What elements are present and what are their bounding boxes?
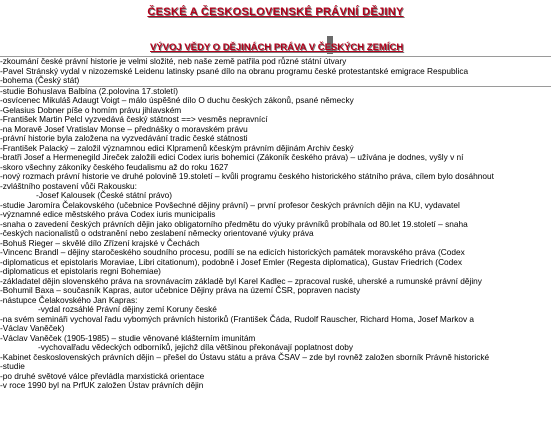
document-body: [0, 56, 551, 391]
text-line: -Kabinet československých právních dějin – přešel do Ústavu státu a práva ČSAV – zde byl rovněž založen sborník Právně historické: [0, 351, 490, 362]
text-line: -skoro všechny zákoníky českého feudalismu až do roku 1627: [0, 161, 229, 172]
text-line: -Bohumil Baxa – současník Kapras, autor učebnice Dějiny práva na území ČSR, popraven nacisty: [0, 285, 361, 295]
text-line: -Josef Kalousek (České státní právo): [36, 190, 173, 200]
text-line: -Vincenc Brandl – dějiny staročeského soudního procesu, podílí se na edicích historických památek moravského práva (Codex: [0, 247, 465, 257]
text-line: -nový rozmach právní historie ve druhé polovině 19.století – kvůli programu českého historického státního práva, cílem bylo dosáhnout: [0, 171, 494, 181]
text-line: -na svém semináři vychoval řadu vybomých právních historiků (František Čáda, Rudolf Rauscher, Richard Homa, Josef Markov a: [0, 313, 475, 324]
text-line: -základatel dějin slovenského práva na srovnávacím základě byl Karel Kadlec – zpracoval ruské, uherské a rumunské právní dějiny: [0, 275, 482, 286]
section-subtitle: VÝVOJ VĚDY O DĚJINÁCH PRÁVA V ČESKÝCH ZEMÍCH: [150, 42, 404, 53]
text-line: -osvícenec Mikuláš Adaugt Voigt – málo úspěšné dílo O duchu českých zákonů, psané německy: [0, 95, 354, 105]
text-line: -studie Jaromíra Čelakovského (učebnice Povšechné dějiny právní) – první profesor českých právních dějin na KU, vydavatel: [0, 199, 460, 210]
text-line: -studie Bohuslava Balbína (2.polovina 17.století): [0, 85, 179, 96]
text-line: -vychovalřadu vědeckých odborníků, jejichž díla většinou překonávají poplatnost doby: [38, 342, 354, 352]
text-line: -právní historie byla založena na vyzvedávání tradic české státnosti: [0, 133, 248, 143]
text-line: -František Martin Pelcl vyzvedává český státnost ==> vesměs nepravnící: [0, 114, 268, 124]
text-line: -významné edice městského práva Codex iuris municipalis: [0, 209, 216, 219]
text-line: -Václav Vaněček (1905-1985) – studie věnované klášterním imunitám: [0, 332, 256, 343]
text-line: -vydal rozsáhlé Právní dějiny zemí Koruny české: [38, 304, 217, 314]
text-line: -bohema (Český stát): [0, 75, 80, 85]
text-line: -zkoumání české právní historie je velmi složité, neb naše země patřila pod různé státní útvary: [0, 56, 347, 66]
text-line: -František Palacký – založil významnou edici Klpramenů kčeským právním dějinám Archiv český: [0, 142, 354, 153]
text-line: -diplomaticus et epistolaris regni Bohemiae): [0, 266, 161, 276]
text-line: -českých nacionalistů o odstranění nebo zeslabení německy orientované výuky práva: [0, 228, 314, 238]
text-line: -na Moravě Josef Vratislav Monse – přednášky o moravském právu: [0, 123, 248, 134]
page-title: ČESKÉ A ČESKOSLOVENSKÉ PRÁVNÍ DĚJINY: [147, 6, 404, 18]
text-line: -zvláštního postavení vůči Rakousku:: [0, 180, 137, 191]
text-line: -studie: [0, 361, 25, 371]
text-line: -v roce 1990 byl na PrfUK založen Ústav právních dějin: [0, 380, 204, 390]
text-line: -Bohuš Rieger – skvělé dílo Zřízení krajské v Čechách: [0, 237, 200, 248]
text-line: -nástupce Čelakovského Jan Kapras:: [0, 294, 138, 305]
text-line: -Gelasius Dobner píše o homím právu jihlavském: [0, 104, 182, 115]
text-line: -diplomaticus et epistolaris Moraviae, Libri citationum), podobně i Josef Emler (Regesta diplomatica), Gustav Friedrich (Codex: [0, 256, 463, 267]
text-line: -po druhé světové válce převládla marxistická orientace: [0, 370, 205, 381]
text-line: -snaha o zavedení českých právních dějin jako obligatorního předmětu do výuky právníků probíhala od 80.let 19.století – snaha: [0, 218, 468, 229]
text-line: -Václav Vaněček): [0, 323, 65, 333]
text-line: -Pavel Stránský vydal v nizozemské Leidenu latinsky psané dílo na obranu programu české protestantské emigrace Respublica: [0, 65, 469, 76]
text-line: -bratři Josef a Hermenegild Jireček založili edici Codex iuris bohemici (Zákoník českého práva) – užívána je dodnes, vyšly v ní: [0, 152, 464, 162]
